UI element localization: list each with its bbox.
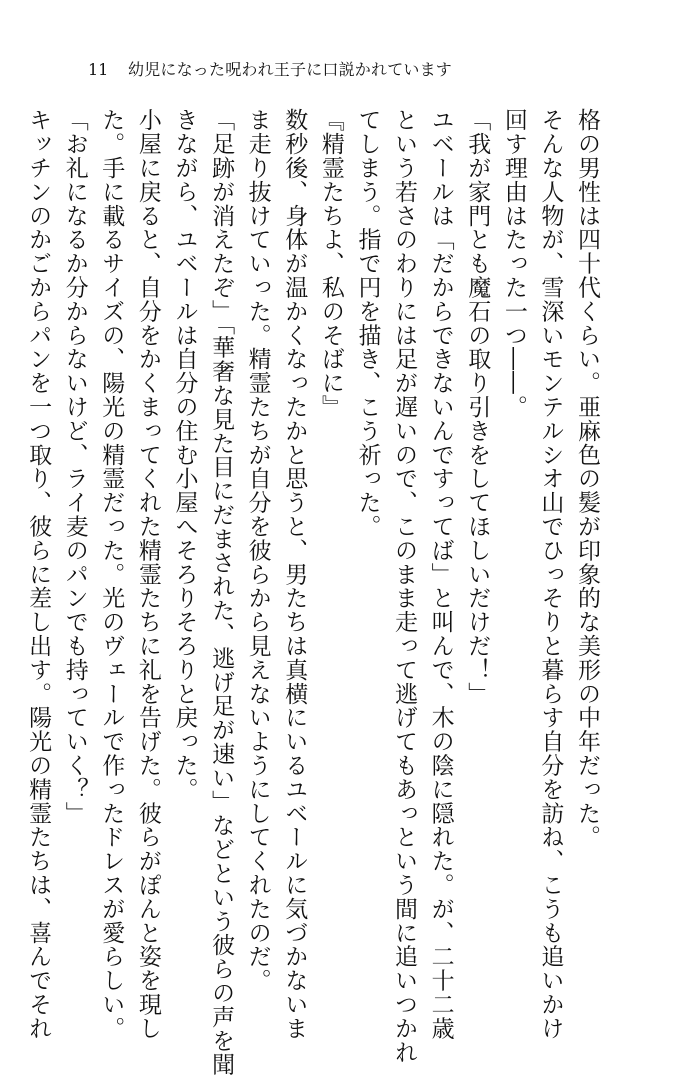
text-line: ま走り抜けていった。精霊たちが自分を彼らから見えないようにしてくれたのだ。 bbox=[244, 108, 271, 993]
text-line: た。手に載るサイズの、陽光の精霊だった。光のヴェールで作ったドレスが愛らしい。 bbox=[98, 108, 125, 1041]
text-line: という若さのわりには足が遅いので、このまま走って逃げてもあっという間に追いつかれ bbox=[391, 108, 418, 1064]
text-line: 回す理由はたった一つ――。 bbox=[500, 108, 527, 419]
page-number: 11 bbox=[88, 60, 109, 79]
text-line: 「我が家門とも魔石の取り引きをしてほしいだけだ！」 bbox=[464, 108, 491, 706]
text-line: 小屋に戻ると、自分をかくまってくれた精霊たちに礼を告げた。彼らがぽんと姿を現し bbox=[134, 108, 161, 1041]
text-line: 「お礼になるか分からないけど、ライ麦のパンでも持っていく？」 bbox=[61, 108, 88, 825]
text-line: ユベールは「だからできないんですってば」と叫んで、木の陰に隠れた。が、二十二歳 bbox=[427, 108, 454, 1041]
text-line: きながら、ユベールは自分の住む小屋へそろりそろりと戻った。 bbox=[171, 108, 198, 802]
text-line: そんな人物が、雪深いモンテルシオ山でひっそりと暮らす自分を訪ね、こうも追いかけ bbox=[537, 108, 564, 1041]
text-line: 格の男性は四十代くらい。亜麻色の髪が印象的な美形の中年だった。 bbox=[574, 108, 600, 849]
text-line: 数秒後、身体が温かくなったかと思うと、男たちは真横にいるユベールに気づかないま bbox=[281, 108, 308, 1041]
text-line: 「足跡が消えたぞ」「華奢な見た目にだまされた、逃げ足が速い」などという彼らの声を聞 bbox=[208, 108, 235, 1076]
running-title: 幼児になった呪われ王子に口説かれています bbox=[128, 60, 453, 79]
text-line: 『精霊たちよ、私のそばに』 bbox=[317, 108, 344, 419]
text-line: キッチンのかごからパンを一つ取り、彼らに差し出す。陽光の精霊たちは、喜んでそれ bbox=[25, 108, 52, 1041]
vertical-body-text bbox=[20, 108, 606, 1076]
text-line: てしまう。指で円を描き、こう祈った。 bbox=[354, 108, 381, 539]
